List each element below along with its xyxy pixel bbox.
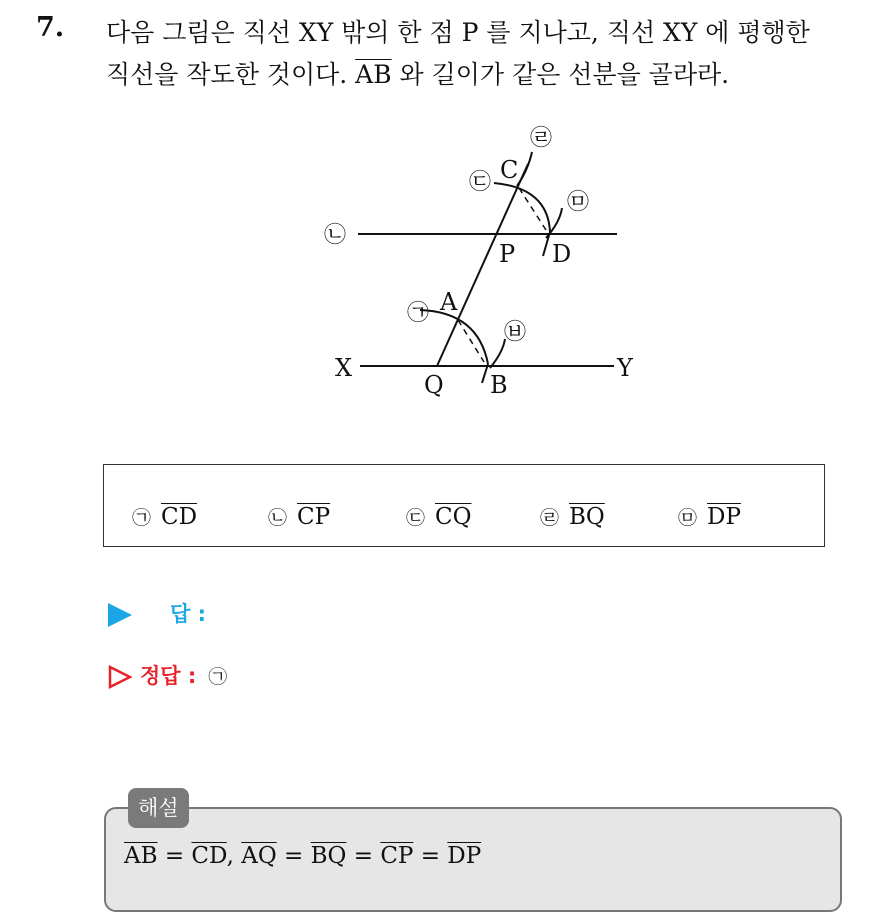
arc-ab [420,310,488,364]
expl-comma: , [226,843,242,869]
answer-label: 답 : [170,602,206,626]
question-number: 7. [36,12,65,43]
expl-seg-dp: $\overline{DP}$ [447,843,482,869]
question-line-2-suffix: 와 길이가 같은 선분을 골라라. [391,60,730,89]
arc-c-cross [517,152,532,186]
label-y: Y [617,354,633,382]
choice-1-mark: ㉠ [132,507,152,529]
label-x: X [335,354,353,382]
expl-seg-ab: $\overline{AB}$ [124,843,158,869]
choice-5-mark: ㉤ [678,507,698,529]
arc-cd [494,183,550,232]
step-mark-3: ㉢ [469,170,492,195]
explanation-tag: 해설 [128,788,189,828]
choice-2-segment: $\overline{CP}$ [297,504,331,530]
choice-1[interactable] [132,503,197,530]
label-d: D [552,240,572,268]
step-mark-1: ㉠ [407,301,430,326]
expl-seg-aq: $\overline{AQ}$ [241,843,277,869]
question-line-1: 다음 그림은 직선 XY 밖의 한 점 P 를 지나고, 직선 XY 에 평행한 [106,18,810,47]
question-segment-ab: $\overline{AB}$ [355,60,392,89]
correct-triangle-outline-icon [108,665,132,689]
expl-eq-1: = [157,843,192,869]
choice-3-mark: ㉢ [406,507,426,529]
choice-1-segment: $\overline{CD}$ [161,504,198,530]
choice-3-segment: $\overline{CQ}$ [435,504,472,530]
chord-cd [519,188,546,230]
step-mark-6: ㉥ [504,320,527,345]
explanation-text [124,843,481,869]
label-p: P [499,240,516,268]
question-line-2-prefix: 직선을 작도한 것이다. [106,60,356,89]
question-text [106,12,876,96]
expl-eq-2: = [276,843,311,869]
choice-5[interactable] [678,503,741,530]
answer-triangle-icon [108,603,132,627]
expl-seg-cd: $\overline{CD}$ [191,843,227,869]
choice-4-mark: ㉣ [540,507,560,529]
step-mark-4: ㉣ [530,126,553,151]
label-q: Q [424,371,444,399]
construction-figure [0,110,884,410]
choice-4[interactable] [540,503,605,530]
label-a: A [440,288,458,316]
label-b: B [490,371,508,399]
choice-box [103,464,825,547]
arc-b-cross [490,339,505,368]
choice-3[interactable] [406,503,471,530]
correct-answer-row [108,660,227,690]
choice-4-segment: $\overline{BQ}$ [569,504,605,530]
choice-2[interactable] [268,503,330,530]
correct-value: ㉠ [208,666,228,688]
answer-row [108,598,206,628]
expl-seg-cp: $\overline{CP}$ [380,843,414,869]
expl-seg-bq: $\overline{BQ}$ [310,843,347,869]
expl-eq-4: = [413,843,448,869]
label-c: C [500,156,519,184]
step-mark-5: ㉤ [567,190,590,215]
question-line-2 [106,54,876,96]
correct-label: 정답 : [140,664,197,688]
choice-2-mark: ㉡ [268,507,288,529]
choice-5-segment: $\overline{DP}$ [707,504,741,530]
expl-eq-3: = [346,843,381,869]
step-mark-2: ㉡ [324,223,347,248]
